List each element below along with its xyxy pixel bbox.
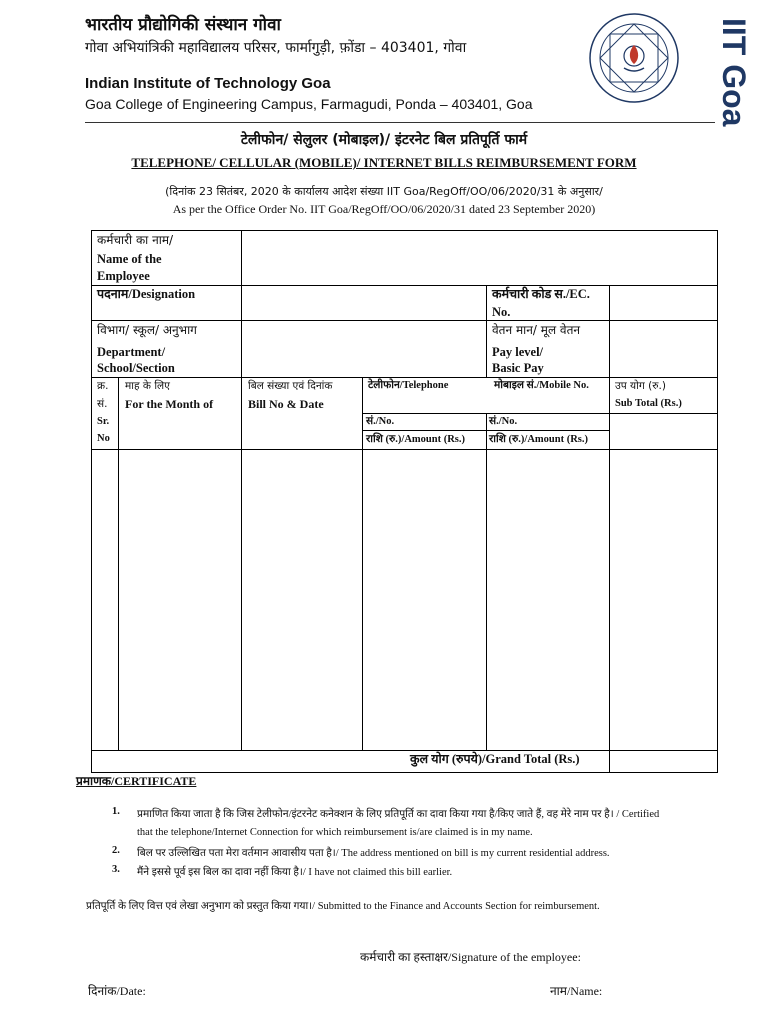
form-title-english: TELEPHONE/ CELLULAR (MOBILE)/ INTERNET BILLS REIMBURSEMENT FORM xyxy=(131,155,637,170)
subtotal-header-hindi: उप योग (रु.) xyxy=(615,380,666,392)
department-field[interactable] xyxy=(243,322,485,376)
mobile-amount-subheader: राशि (रु.)/Amount (Rs.) xyxy=(489,434,588,445)
office-order-english: As per the Office Order No. IIT Goa/RegOff/OO/06/2020/31 dated 23 September 2020) xyxy=(172,202,596,216)
cert-item-2-text: बिल पर उल्लिखित पता मेरा वर्तमान आवासीय पता है।/ The address mentioned on bill is my current residential address. xyxy=(137,848,610,859)
submission-note: प्रतिपूर्ति के लिए वित्त एवं लेखा अनुभाग को प्रस्तुत किया गया।/ Submitted to the Finance and Accounts Section for reimbursement. xyxy=(86,901,600,912)
sr-no-header-hindi2: सं. xyxy=(97,398,108,410)
signature-label: कर्मचारी का हस्ताक्षर/Signature of the employee: xyxy=(360,950,581,964)
certificate-title: प्रमाणक/CERTIFICATE xyxy=(76,774,197,788)
employee-name-label-line1: Name of the xyxy=(97,252,162,266)
institute-name-hindi: भारतीय प्रौद्योगिकी संस्थान गोवा xyxy=(85,15,281,35)
cert-item-3-text: मैंने इससे पूर्व इस बिल का दावा नहीं किया है।/ I have not claimed this bill earlier. xyxy=(137,867,453,878)
employee-name-label-hindi: कर्मचारी का नाम/ xyxy=(97,233,174,247)
pay-level-label-hindi: वेतन मान/ मूल वेतन xyxy=(492,323,581,337)
sr-no-header-en1: Sr. xyxy=(97,416,110,427)
mobile-header: मोबाइल सं./Mobile No. xyxy=(494,380,589,391)
telephone-amount-subheader: राशि (रु.)/Amount (Rs.) xyxy=(366,434,465,445)
cert-item-1-line1: प्रमाणित किया जाता है कि जिस टेलीफोन/इंटरनेट कनेक्शन के लिए प्रतिपूर्ति का दावा किया गया है/किए जाते हैं, वह मेरे नाम पर है। / Certified xyxy=(137,809,660,820)
employee-code-label-line2: No. xyxy=(492,305,511,319)
side-logo-text: IIT Goa xyxy=(716,18,752,127)
employee-code-label: कर्मचारी कोड स./EC. xyxy=(492,287,590,301)
telephone-header: टेलीफोन/Telephone xyxy=(368,380,449,391)
month-header-hindi: माह के लिए xyxy=(125,380,170,392)
sr-no-header-en2: No xyxy=(97,433,110,444)
cert-item-2-number: 2. xyxy=(112,845,120,856)
form-title-hindi: टेलीफोन/ सेलुलर (मोबाइल)/ इंटरनेट बिल प्रतिपूर्ति फार्म xyxy=(240,132,528,148)
pay-level-field[interactable] xyxy=(611,322,716,376)
institute-address-hindi: गोवा अभियांत्रिकी महाविद्यालय परिसर, फार्मागुड़ी, फ़ोंडा – 403401, गोवा xyxy=(85,40,467,56)
cert-item-1-line2: that the telephone/Internet Connection for which reimbursement is/are claimed is in my name. xyxy=(137,827,533,838)
header-divider xyxy=(85,122,715,123)
telephone-no-subheader: सं./No. xyxy=(366,416,395,427)
date-label: दिनांक/Date: xyxy=(88,984,146,998)
month-header-english: For the Month of xyxy=(125,397,214,411)
grand-total-label: कुल योग (रुपये)/Grand Total (Rs.) xyxy=(410,752,580,766)
sr-no-header-hindi1: क्र. xyxy=(97,380,109,392)
department-label-hindi: विभाग/ स्कूल/ अनुभाग xyxy=(97,323,197,337)
employee-name-field[interactable] xyxy=(243,232,717,284)
pay-level-label-line2: Basic Pay xyxy=(492,361,544,375)
subtotal-header-english: Sub Total (Rs.) xyxy=(615,398,682,409)
bill-header-english: Bill No & Date xyxy=(248,397,324,411)
institute-address-english: Goa College of Engineering Campus, Farmagudi, Ponda – 403401, Goa xyxy=(85,96,533,112)
pay-level-label-line1: Pay level/ xyxy=(492,345,544,359)
cert-item-3-number: 3. xyxy=(112,864,120,875)
institute-seal-logo xyxy=(588,12,680,104)
employee-name-label-line2: Employee xyxy=(97,269,150,283)
grand-total-field[interactable] xyxy=(611,752,716,771)
institute-name-english: Indian Institute of Technology Goa xyxy=(85,75,331,92)
bill-entries-area[interactable] xyxy=(93,451,708,749)
name-label: नाम/Name: xyxy=(550,984,603,998)
office-order-hindi: (दिनांक 23 सितंबर, 2020 के कार्यालय आदेश संख्या IIT Goa/RegOff/OO/06/2020/31 के अनुसार/ xyxy=(165,185,603,198)
bill-header-hindi: बिल संख्या एवं दिनांक xyxy=(248,380,333,392)
designation-field[interactable] xyxy=(243,287,485,319)
designation-label: पदनाम/Designation xyxy=(97,287,196,301)
department-label-line1: Department/ xyxy=(97,345,166,359)
department-label-line2: School/Section xyxy=(97,361,175,375)
employee-code-field[interactable] xyxy=(611,287,716,319)
cert-item-1-number: 1. xyxy=(112,806,120,817)
mobile-no-subheader: सं./No. xyxy=(489,416,518,427)
